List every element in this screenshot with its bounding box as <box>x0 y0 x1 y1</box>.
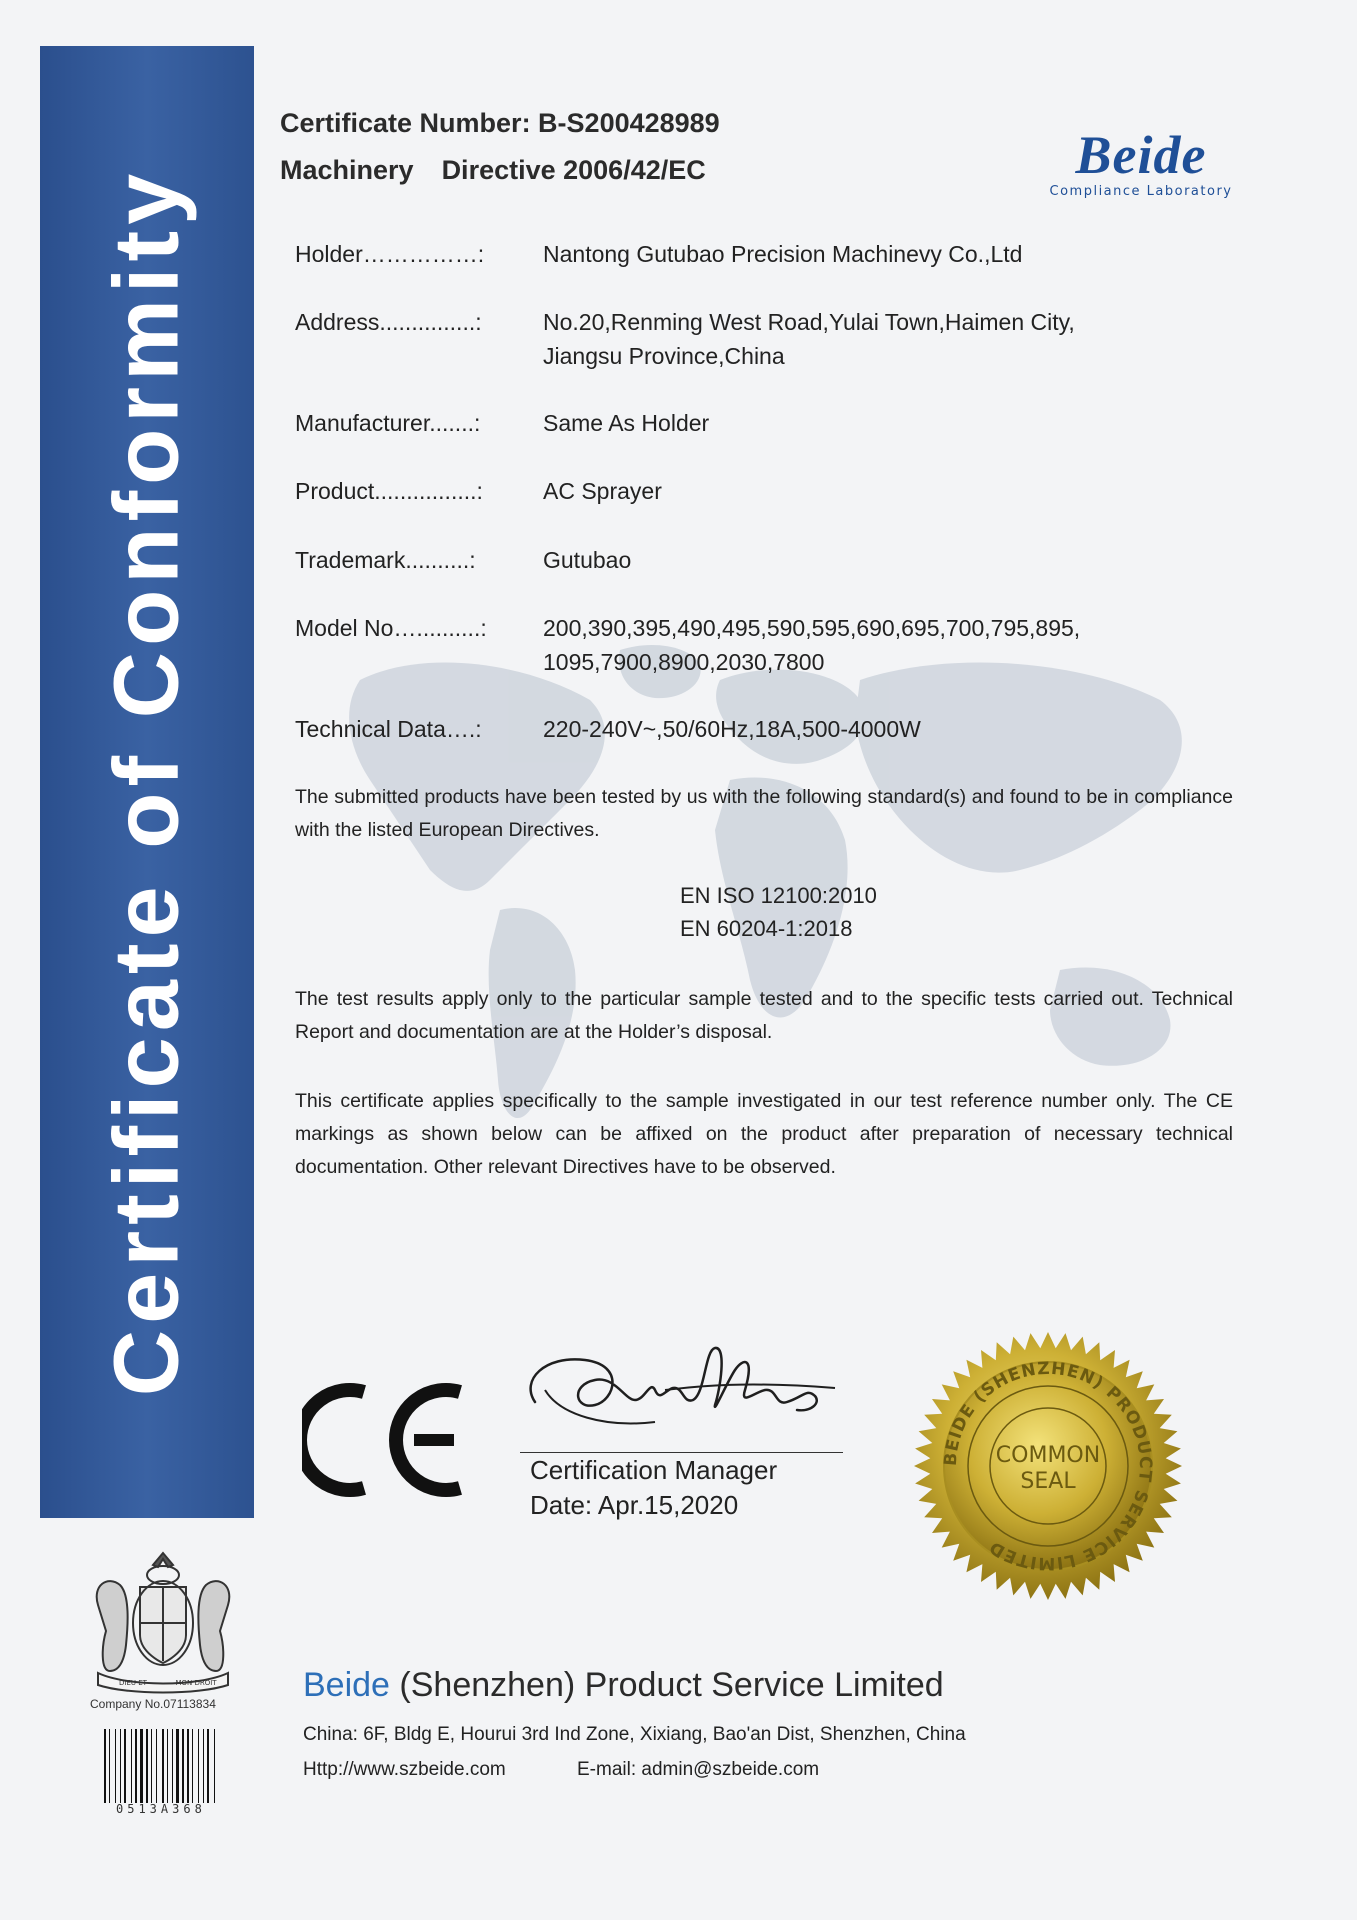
address-label: Address...............: <box>295 309 482 335</box>
directive-text: Directive 2006/42/EC <box>441 155 706 185</box>
machinery-word: Machinery <box>280 155 414 185</box>
test-results-paragraph: The test results apply only to the particular sample tested and to the specific tests carried out. Technical Report and documentation are at the Holder’s disposal. <box>295 988 1233 1043</box>
model-no-label: Model No…..........: <box>295 615 487 641</box>
email-link[interactable]: E-mail: admin@szbeide.com <box>577 1759 820 1780</box>
gold-seal-icon <box>912 1330 1184 1602</box>
standard-1: EN ISO 12100:2010 <box>680 883 877 908</box>
company-address: China: 6F, Bldg E, Hourui 3rd Ind Zone, Xixiang, Bao'an Dist, Shenzhen, China <box>303 1724 966 1745</box>
directive-line <box>280 155 706 186</box>
holder-value: Nantong Gutubao Precision Machinevy Co.,Ltd <box>543 241 1023 267</box>
beide-logo <box>1030 125 1252 199</box>
model-no-value: 200,390,395,490,495,590,595,690,695,700,795,895, <box>543 615 1081 641</box>
signatory-title: Certification Manager <box>530 1455 778 1485</box>
address-value: No.20,Renming West Road,Yulai Town,Haimen City, <box>543 309 1075 335</box>
ce-mark-icon <box>302 1380 472 1500</box>
coat-motto-right: MON DROIT <box>175 1679 217 1687</box>
manufacturer-label: Manufacturer.......: <box>295 410 481 436</box>
company-name-rest: (Shenzhen) Product Service Limited <box>389 1666 944 1704</box>
company-name <box>303 1666 944 1705</box>
website-link[interactable]: Http://www.szbeide.com <box>303 1759 506 1780</box>
trademark-value: Gutubao <box>543 547 632 573</box>
technical-data-label: Technical Data….: <box>295 716 482 742</box>
address-value-line2: Jiangsu Province,China <box>543 343 785 369</box>
signature-image <box>515 1330 845 1450</box>
holder-label: Holder……………: <box>295 241 485 267</box>
product-label: Product................: <box>295 478 483 504</box>
product-value: AC Sprayer <box>543 478 662 504</box>
signature-line <box>520 1452 843 1453</box>
manufacturer-value: Same As Holder <box>543 410 710 436</box>
standard-2: EN 60204-1:2018 <box>680 916 853 941</box>
seal-common-text: COMMON <box>995 1443 1101 1468</box>
coat-of-arms-icon <box>78 1545 248 1697</box>
technical-data-value: 220-240V~,50/60Hz,18A,500-4000W <box>543 716 921 742</box>
logo-name: Beide <box>1075 125 1207 185</box>
seal-ring-text: BEIDE (SHENZHEN) PRODUCT SERVICE LIMITED <box>940 1358 1156 1574</box>
company-brand: Beide <box>303 1666 390 1704</box>
certificate-number: Certificate Number: B-S200428989 <box>280 108 720 138</box>
compliance-paragraph: The submitted products have been tested by us with the following standard(s) and found to be in compliance with the listed European Directives. <box>295 786 1233 841</box>
model-no-value-line2: 1095,7900,8900,2030,7800 <box>543 649 825 675</box>
vertical-title: Certificate of Conformity <box>95 167 198 1397</box>
certificate-scope-paragraph: This certificate applies specifically to the sample investigated in our test reference number only. The CE markings as shown below can be affixed on the product after preparation of necessary technical documentation. Other relevant Directives have to be observed. <box>295 1090 1233 1178</box>
trademark-label: Trademark..........: <box>295 547 476 573</box>
certificate-date: Date: Apr.15,2020 <box>530 1490 739 1520</box>
barcode-icon <box>104 1729 240 1803</box>
company-number: Company No.07113834 <box>90 1697 216 1711</box>
coat-motto-left: DIEU ET <box>119 1679 147 1687</box>
barcode-number: 0513A368 <box>116 1802 206 1816</box>
seal-seal-text: SEAL <box>1020 1469 1076 1494</box>
logo-tagline: Compliance Laboratory <box>1049 184 1233 199</box>
